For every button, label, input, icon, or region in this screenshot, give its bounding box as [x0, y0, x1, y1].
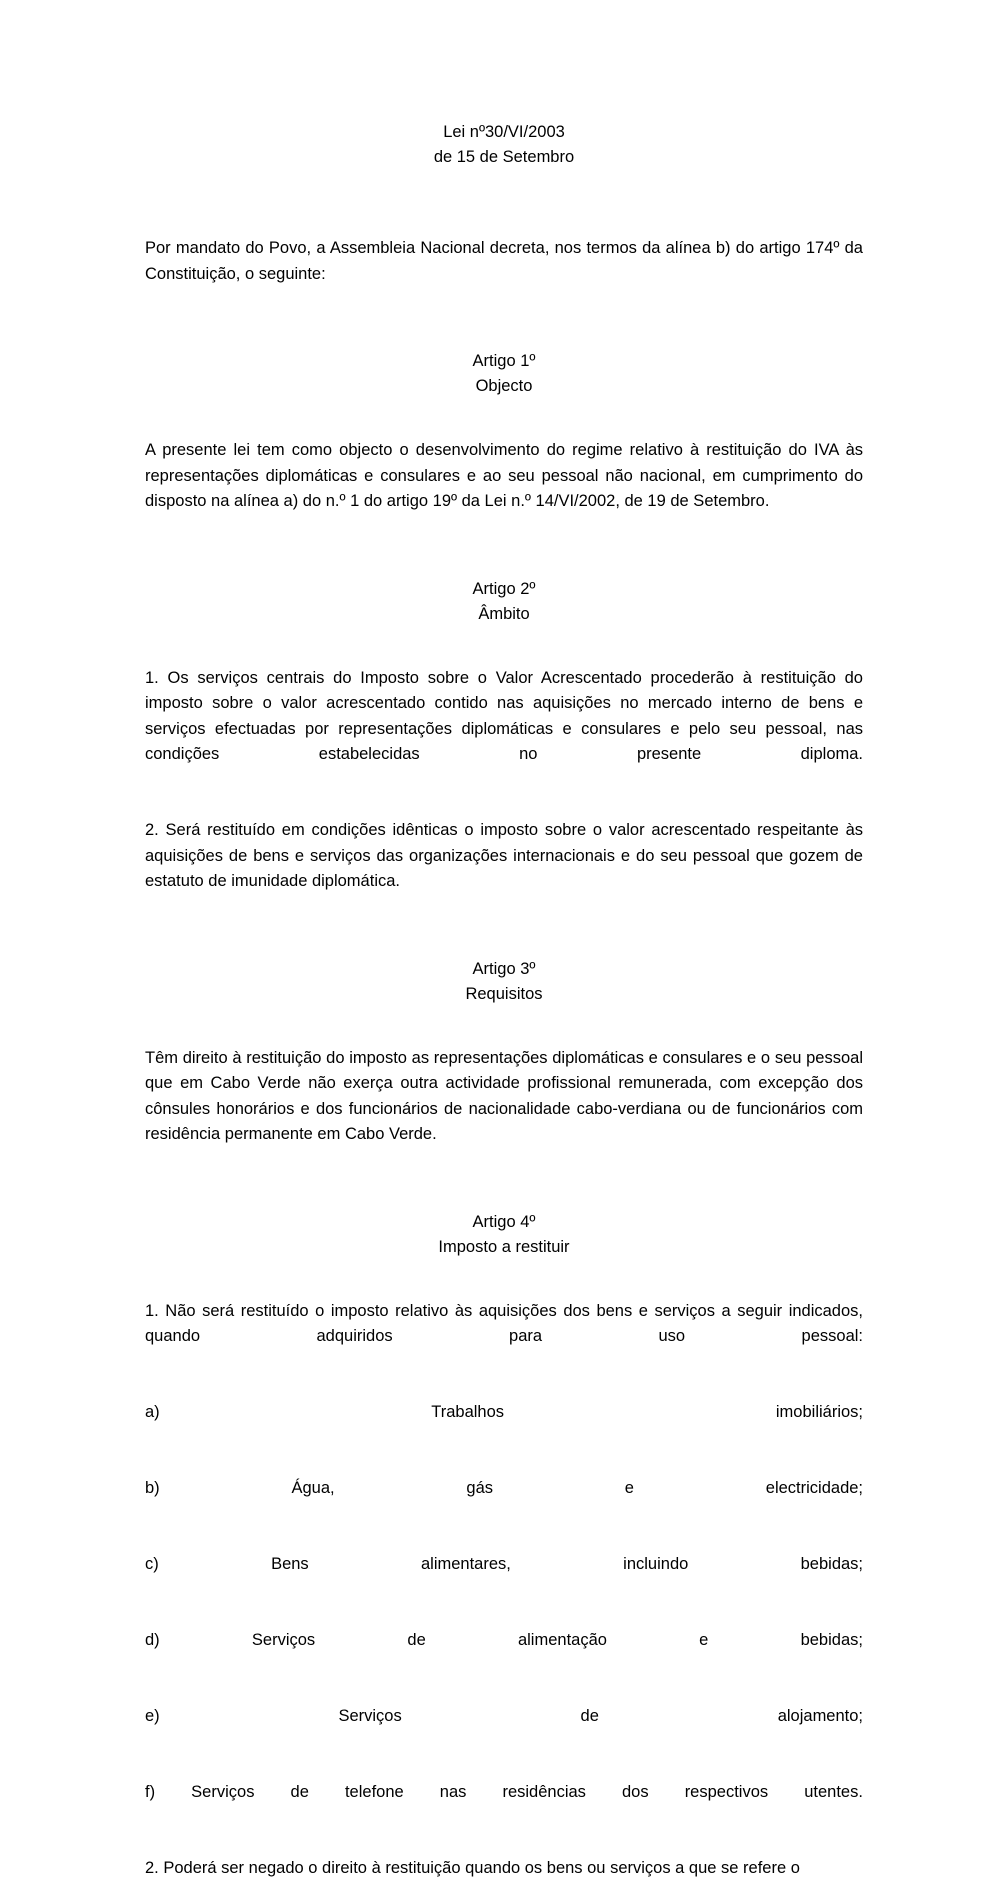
spacer-before-article-2	[145, 515, 863, 577]
list-gap	[145, 1527, 863, 1552]
list-token: electricidade;	[765, 1479, 864, 1497]
list-token: alimentação	[517, 1631, 607, 1649]
list-item	[145, 1400, 863, 1451]
list-token: Bens	[271, 1555, 309, 1573]
article-3-heading	[145, 957, 863, 1007]
list-token: d)	[145, 1631, 160, 1649]
list-gap	[145, 1755, 863, 1780]
list-token: alimentares,	[420, 1555, 511, 1573]
list-token: residências	[502, 1783, 586, 1801]
list-token: f)	[145, 1783, 156, 1801]
article-1-number: Artigo 1º	[472, 352, 536, 370]
list-gap	[145, 1603, 863, 1628]
spacer-article-3-body	[145, 1007, 863, 1046]
list-token: utentes.	[804, 1783, 863, 1801]
spacer-article-2-body	[145, 627, 863, 666]
article-3-paragraph-1: Têm direito à restituição do imposto as representações diplomáticas e consulares e o seu pessoal que em Cabo Verde não exerça outra actividade profissional remunerada, com excepção dos cônsules honorários e dos funcionários de nacionalidade cabo-verdiana ou de funcionários com residência permanente em Cabo Verde.	[145, 1048, 863, 1143]
list-token: e	[624, 1479, 634, 1497]
article-3-number: Artigo 3º	[472, 959, 536, 978]
list-item	[145, 1552, 863, 1603]
article-2-paragraph-1: 1. Os serviços centrais do Imposto sobre o Valor Acrescentado procederão à restituição do imposto sobre o valor acrescentado contido nas aquisições no mercado interno de bens e serviços efectuadas por representações diplomáticas e consulares e pelo seu pessoal, nas condições estabelecidas no presente diploma.	[145, 668, 863, 763]
list-token: bebidas;	[800, 1555, 864, 1573]
list-token: Serviços	[191, 1783, 255, 1801]
document-content	[145, 0, 863, 1882]
list-token: telefone	[344, 1783, 404, 1801]
article-2-name: Âmbito	[478, 604, 530, 623]
list-gap	[145, 1679, 863, 1704]
article-3-name: Requisitos	[465, 984, 543, 1003]
list-token: a)	[145, 1403, 160, 1421]
spacer-before-list	[145, 1375, 863, 1400]
list-token: alojamento;	[777, 1707, 864, 1725]
list-token: imobiliários;	[775, 1403, 863, 1421]
spacer-before-trailing	[145, 1831, 863, 1856]
list-token: Trabalhos	[431, 1403, 505, 1421]
list-item	[145, 1704, 863, 1755]
document-title-line-1: Lei nº30/VI/2003	[443, 123, 565, 141]
list-token: de	[580, 1707, 599, 1725]
article-2-paragraph-2: 2. Será restituído em condições idênticas o imposto sobre o valor acrescentado respeitante às aquisições de bens e serviços das organizações internacionais e do seu pessoal que gozem de estatuto de imunidade diplomática.	[145, 821, 863, 890]
spacer-before-article-3	[145, 895, 863, 957]
list-item	[145, 1780, 863, 1831]
list-token: b)	[145, 1479, 160, 1497]
document-title-line-2: de 15 de Setembro	[433, 148, 575, 166]
list-gap	[145, 1451, 863, 1476]
list-token: de	[290, 1783, 309, 1801]
list-token: Serviços	[251, 1631, 316, 1649]
spacer-article-2-paragraphs	[145, 793, 863, 818]
list-token: nas	[439, 1783, 467, 1801]
title-spacer	[145, 170, 863, 236]
preamble-paragraph: Por mandato do Povo, a Assembleia Nacional decreta, nos termos da alínea b) do artigo 174º da Constituição, o seguinte:	[145, 239, 863, 283]
spacer-article-1-body	[145, 399, 863, 438]
list-token: respectivos	[684, 1783, 769, 1801]
spacer-before-article-1	[145, 287, 863, 349]
article-1-heading	[145, 349, 863, 399]
document-title	[145, 120, 863, 170]
list-item	[145, 1476, 863, 1527]
article-2-number: Artigo 2º	[472, 579, 536, 598]
article-4-number: Artigo 4º	[472, 1212, 536, 1231]
list-token: dos	[622, 1783, 649, 1801]
list-token: gás	[466, 1479, 493, 1497]
list-token: bebidas;	[800, 1631, 863, 1649]
article-4-item-list	[145, 1400, 863, 1831]
article-4-paragraph-1: 1. Não será restituído o imposto relativo às aquisições dos bens e serviços a seguir indicados, quando adquiridos para uso pessoal:	[145, 1301, 863, 1345]
list-item	[145, 1628, 863, 1679]
article-4-name: Imposto a restituir	[438, 1237, 570, 1256]
list-token: e)	[145, 1707, 160, 1725]
article-4-heading	[145, 1210, 863, 1260]
article-1-name: Objecto	[475, 377, 533, 395]
list-token: de	[407, 1631, 426, 1649]
article-4-paragraph-2-partial: 2. Poderá ser negado o direito à restituição quando os bens ou serviços a que se refere o	[145, 1859, 800, 1877]
list-token: Água,	[291, 1479, 335, 1497]
spacer-article-4-body	[145, 1260, 863, 1299]
top-margin-spacer	[145, 0, 863, 120]
article-1-paragraph-1: A presente lei tem como objecto o desenvolvimento do regime relativo à restituição do IVA às representações diplomáticas e consulares e ao seu pessoal não nacional, em cumprimento do disposto na alínea a) do n.º 1 do artigo 19º da Lei n.º 14/VI/2002, de 19 de Setembro.	[145, 441, 863, 510]
list-token: incluindo	[623, 1555, 689, 1573]
article-2-heading	[145, 577, 863, 627]
spacer-before-article-4	[145, 1148, 863, 1210]
list-token: e	[699, 1631, 709, 1649]
list-token: c)	[145, 1555, 159, 1573]
list-token: Serviços	[338, 1707, 402, 1725]
